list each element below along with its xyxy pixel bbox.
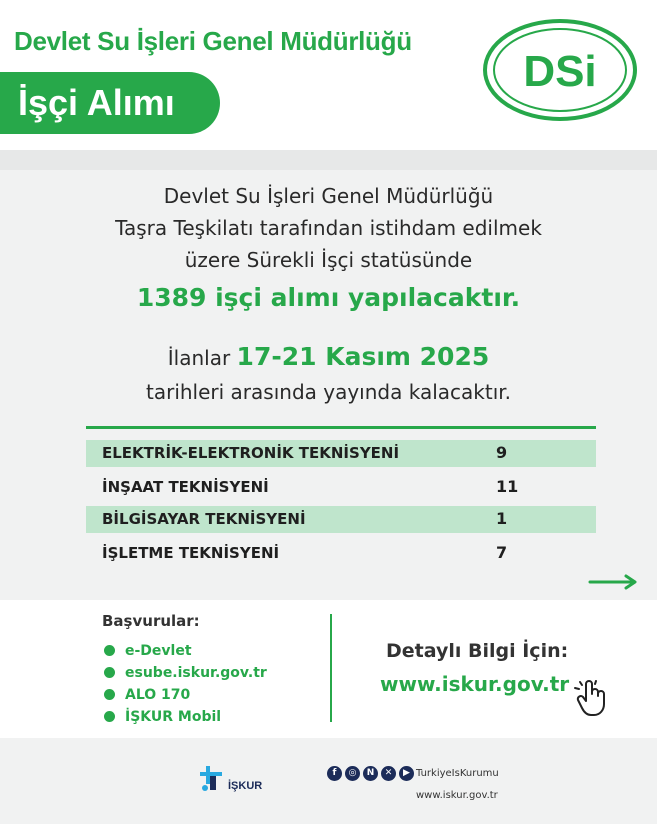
social-handle: TurkiyeIsKurumu [416,768,499,779]
table-row [86,506,596,533]
position-name: İŞLETME TEKNİSYENİ [102,544,280,562]
bullet-icon [104,689,115,700]
youtube-icon[interactable]: ▶ [399,766,414,781]
list-item: ALO 170 [104,684,267,706]
table-row [86,474,596,501]
table-row [86,540,596,567]
intro-line-1: Devlet Su İşleri Genel Müdürlüğü [163,184,494,208]
table-row [86,440,596,467]
list-item[interactable]: esube.iskur.gov.tr [104,662,267,684]
applications-list [104,640,267,728]
vertical-divider [330,614,332,722]
position-name: ELEKTRİK-ELEKTRONİK TEKNİSYENİ [102,444,400,462]
contact-section [0,600,657,738]
footer-url[interactable]: www.iskur.gov.tr [416,790,498,801]
bullet-icon [104,645,115,656]
position-count: 7 [496,543,508,562]
position-count: 9 [496,443,508,462]
position-name: İNŞAAT TEKNİSYENİ [102,478,269,496]
position-count: 11 [496,477,519,496]
list-item: İŞKUR Mobil [104,706,267,728]
dates-text [0,340,657,409]
header [0,0,657,150]
headline: 1389 işçi alımı yapılacaktır. [136,283,521,312]
org-title: Devlet Su İşleri Genel Müdürlüğü [14,26,412,56]
info-title: Detaylı Bilgi İçin: [386,640,569,662]
intro-line-2: Taşra Teşkilatı tarafından istihdam edilmek [115,216,542,240]
facebook-icon[interactable]: f [327,766,342,781]
info-link[interactable]: www.iskur.gov.tr [380,672,570,696]
dates-line-2: tarihleri arasında yayında kalacaktır. [146,380,511,404]
intro-text [0,180,657,320]
hand-pointer-icon [572,678,612,718]
position-name: BİLGİSAYAR TEKNİSYENİ [102,510,306,528]
arrow-right-icon [588,574,640,590]
dates-prefix: İlanlar [167,346,231,370]
banner-title: İşçi Alımı [18,82,175,123]
applications-title: Başvurular: [102,612,200,630]
social-icons [327,766,414,781]
nsosyal-icon[interactable]: N [363,766,378,781]
instagram-icon[interactable]: ◎ [345,766,360,781]
table-top-line [86,426,596,429]
divider-strip [0,150,657,170]
intro-line-3: üzere Sürekli İşçi statüsünde [184,248,473,272]
bullet-icon [104,667,115,678]
banner-pill [0,72,220,134]
dsi-logo [482,18,638,122]
list-item: e-Devlet [104,640,267,662]
bullet-icon [104,711,115,722]
iskur-name: İŞKUR [228,780,263,792]
footer [0,738,657,824]
x-icon[interactable]: ✕ [381,766,396,781]
position-count: 1 [496,509,508,528]
logo-text: DSi [523,47,597,96]
dates-range: 17-21 Kasım 2025 [236,342,490,371]
